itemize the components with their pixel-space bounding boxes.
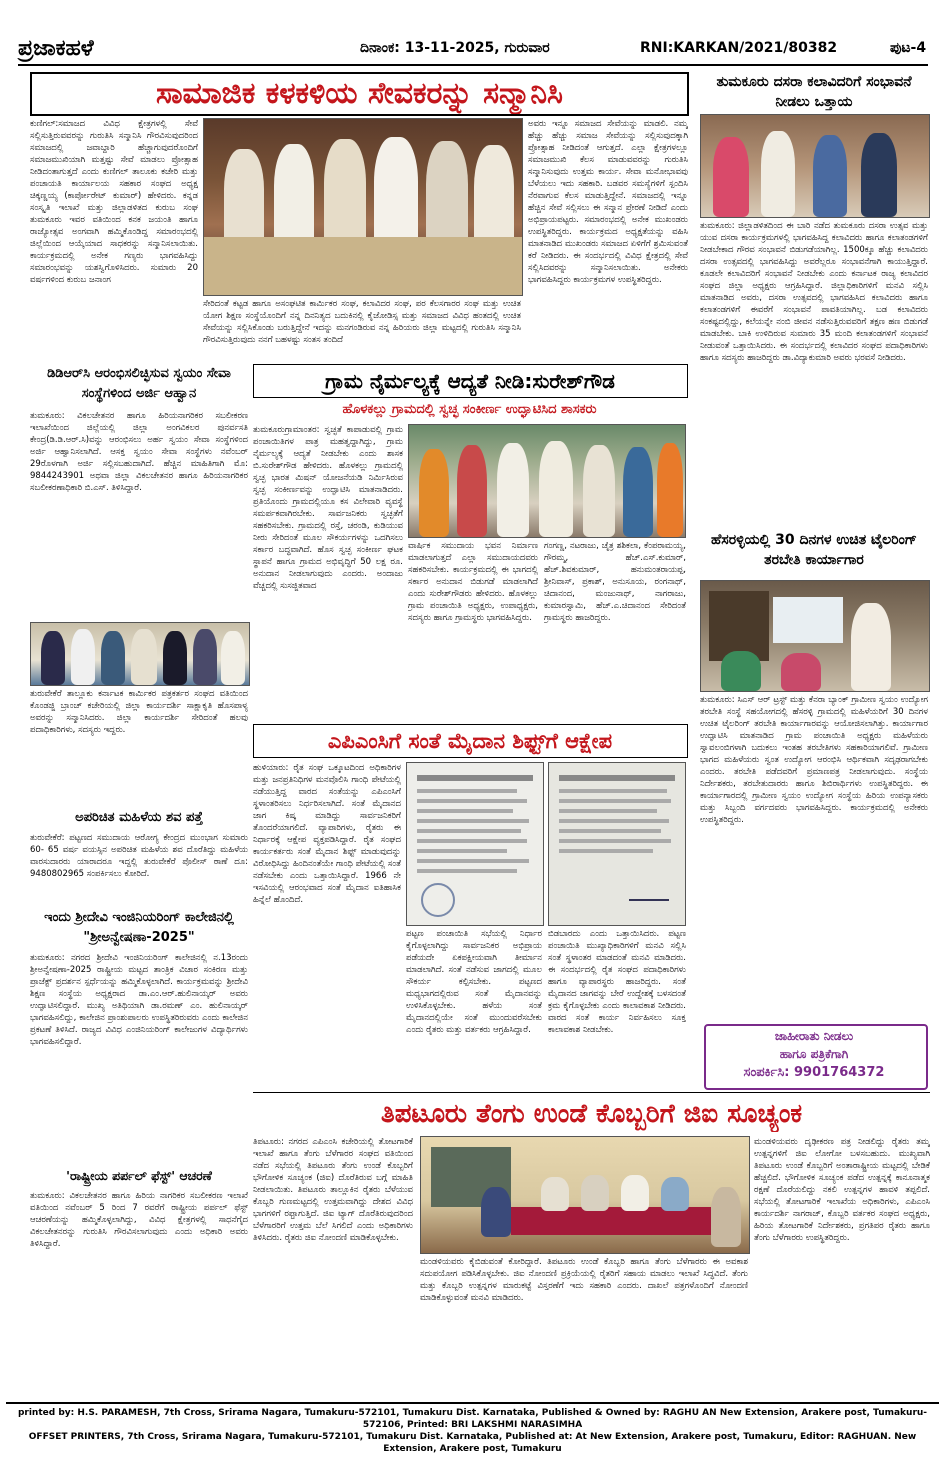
photo-figure: [131, 629, 157, 685]
story3-headline: ಡಿಡಿಆರ್‌ಸಿ ಆರಂಭಿಸಲಿಚ್ಛಿಸುವ ಸ್ವಯಂ ಸೇವಾ ಸಂಸ್ಥೆಗಳಿಂದ ಅರ್ಜಿ ಆಹ್ವಾನ: [47, 366, 231, 401]
story7-column1: ತುಮಕೂರುಗ್ರಾಮಾಂತರ: ಸ್ವಚ್ಛತೆ ಕಾಪಾಡುವಲ್ಲಿ ಗ್ರಾಮ ಪಂಚಾಯಿತಿಗಳ ಪಾತ್ರ ಮಹತ್ವದ್ದಾಗಿದ್ದು, ಗ್ರಾಮ ನೈರ್ಮಲ್ಯಕ್ಕೆ ಆದ್ಯತೆ ನೀಡಬೇಕು ಎಂದು ಶಾಸಕ ಬಿ.ಸುರೇಶ್‌ಗೌಡ ಹೇಳಿದರು. ಹೊಳಕಲ್ಲು ಗ್ರಾಮದಲ್ಲಿ ಸ್ವಚ್ಛ ಭಾರತ ಮಿಷನ್ ಯೋಜನೆಯಡಿ ನಿರ್ಮಿಸಿರುವ ಸ್ವಚ್ಛ ಸಂಕೀರ್ಣವನ್ನು ಉದ್ಘಾಟಿಸಿ ಮಾತನಾಡಿದರು. ಪ್ರತಿಯೊಂದು ಗ್ರಾಮದಲ್ಲಿಯೂ ಕಸ ವಿಲೇವಾರಿ ವ್ಯವಸ್ಥೆ ಸಮರ್ಪಕವಾಗಿರಬೇಕು. ಸಾರ್ವಜನಿಕರು ಸ್ವಚ್ಛತೆಗೆ ಸಹಕರಿಸಬೇಕು. ಗ್ರಾಮದಲ್ಲಿ ರಸ್ತೆ, ಚರಂಡಿ, ಕುಡಿಯುವ ನೀರು ಸೇರಿದಂತೆ ಮೂಲ ಸೌಕರ್ಯಗಳನ್ನು ಒದಗಿಸಲು ಸರ್ಕಾರ ಬದ್ಧವಾಗಿದೆ. ಹೊಸ ಸ್ವಚ್ಛ ಸಂಕೀರ್ಣ ಘಟಕ ಸ್ಥಾಪನೆ ಹಾಗೂ ಗ್ರಾಮದ ಅಭಿವೃದ್ಧಿಗೆ 50 ಲಕ್ಷ ರೂ. ಅನುದಾನ ನೀಡಲಾಗುವುದು ಎಂದರು. ಅಂದಾಜು ವೆಚ್ಚದಲ್ಲಿ ಸುಸಜ್ಜಿತವಾದ: [253, 425, 403, 591]
issue-date: ದಿನಾಂಕ: 13-11-2025, ಗುರುವಾರ: [360, 40, 550, 56]
photo-figure: [661, 1177, 689, 1211]
rni-number: RNI:KARKAN/2021/80382: [640, 40, 838, 56]
photo-figure: [274, 144, 314, 249]
story10-photo-caption: ಮಂಡಳಿಯವರು ಕೈಬಿಡುವಂತೆ ಕೋರಿದ್ದಾರೆ. ತಿಪಟೂರು ಉಂಡೆ ಕೊಬ್ಬರಿ ಹಾಗೂ ತೆಂಗು ಬೆಳೆಗಾರರು ಈ ಅವಕಾಶ ಸದುಪಯೋಗ ಪಡಿಸಿಕೊಳ್ಳಬೇಕು. ಜಿಐ ನೋಂದಣಿ ಪ್ರಕ್ರಿಯೆಯಲ್ಲಿ ರೈತರಿಗೆ ಸಹಾಯ ಮಾಡಲು ಇಲಾಖೆ ಸಿದ್ಧವಿದೆ. ತೆಂಗು ಮತ್ತು ಕೊಬ್ಬರಿ ಉತ್ಪನ್ನಗಳ ಮಾರುಕಟ್ಟೆ ವಿಸ್ತರಣೆಗೆ ಇದು ಸಹಕಾರಿ ಎಂದರು. ದಾಖಲೆ ಪತ್ರಗಳೊಂದಿಗೆ ನೋಂದಣಿ ಮಾಡಿಕೊಳ್ಳುವಂತೆ ಮನವಿ ಮಾಡಿದರು.: [420, 1257, 748, 1303]
story6-headline: 'ರಾಷ್ಟ್ರೀಯ ಪರ್ಪಲ್ ಫೆಸ್ಟ್' ಆಚರಣೆ: [66, 1168, 212, 1183]
story2-headline: ತುಮಕೂರು ದಸರಾ ಕಲಾವಿದರಿಗೆ ಸಂಭಾವನೆ ನೀಡಲು ಒತ್ತಾಯ: [716, 74, 912, 110]
photo-figure: [497, 443, 529, 537]
story7-column4: ಗಂಗಣ್ಣ, ನಟರಾಜು, ಚೈತ್ರ ಶಶಿಕಲಾ, ಕೆಂಪರಾಮಯ್ಯ, ಗೌರಮ್ಮ, ಹೆಚ್.ಎಸ್.ಕುಮಾರ್, ಹೆಚ್.ಶಿವಕುಮಾರ್, ಹನುಮಂತರಾಯಪ್ಪ, ಶ್ರೀನಿವಾಸ್, ಪ್ರಕಾಶ್, ಅನುಸೂಯ, ರಂಗನಾಥ್, ಚಿದಾನಂದ, ಮಂಜುನಾಥ್, ನಾಗರಾಜು, ಕುಮಾರಸ್ವಾಮಿ, ಹೆಚ್.ಎ.ಚಿದಾನಂದ ಸೇರಿದಂತೆ ಗ್ರಾಮಸ್ಥರು ಹಾಜರಿದ್ದರು.: [544, 541, 686, 623]
story4-text: ತುರುವೇಕೆರೆ: ಪಟ್ಟಣದ ಸಮುದಾಯ ಆರೋಗ್ಯ ಕೇಂದ್ರದ ಮುಂಭಾಗ ಸುಮಾರು 60- 65 ವರ್ಷ ವಯಸ್ಸಿನ ಅಪರಿಚಿತ ಮಹಿಳೆಯ ಶವ ದೊರೆತಿದ್ದು ಮಹಿಳೆಯ ವಾರಸುದಾರರು ಯಾರಾದರೂ ಇದ್ದಲ್ಲಿ ತುರುವೇಕೆರೆ ಪೊಲೀಸ್ ಠಾಣೆ ದೂ: 9480802965 ಸಂಪರ್ಕಿಸಲು ಕೋರಿದೆ.: [30, 833, 248, 879]
story2-text: ತುಮಕೂರು: ಜಿಲ್ಲಾಡಳಿತದಿಂದ ಈ ಬಾರಿ ನಡೆದ ತುಮಕೂರು ದಸರಾ ಉತ್ಸವ ಮತ್ತು ಯುವ ದಸರಾ ಕಾರ್ಯಕ್ರಮಗಳಲ್ಲಿ ಭಾಗವಹಿಸಿದ್ದ ಕಲಾವಿದರು ಹಾಗೂ ಕಲಾತಂಡಗಳಿಗೆ ನೀಡಬೇಕಾದ ಗೌರವ ಸಂಭಾವನೆ ಬಿಡುಗಡೆಯಾಗಿಲ್ಲ. 1500ಕ್ಕೂ ಹೆಚ್ಚು ಕಲಾವಿದರು ದಸರಾ ಉತ್ಸವದಲ್ಲಿ ಭಾಗವಹಿಸಿದ್ದು ಅವರೆಲ್ಲರೂ ಸಂಭಾವನೆಗಾಗಿ ಕಾಯುತ್ತಿದ್ದಾರೆ. ಕೂಡಲೇ ಕಲಾವಿದರಿಗೆ ಸಂಭಾವನೆ ನೀಡಬೇಕು ಎಂದು ಕರ್ನಾಟಕ ರಾಜ್ಯ ಕಲಾವಿದರ ಸಂಘದ ಜಿಲ್ಲಾ ಅಧ್ಯಕ್ಷರು ಆಗ್ರಹಿಸಿದ್ದಾರೆ. ಜಿಲ್ಲಾಧಿಕಾರಿಗಳಿಗೆ ಮನವಿ ಸಲ್ಲಿಸಿ ಮಾತನಾಡಿದ ಅವರು, ದಸರಾ ಉತ್ಸವದಲ್ಲಿ ಭಾಗವಹಿಸಿದ ಕಲಾವಿದರು ಹಾಗೂ ಕಲಾತಂಡಗಳಿಗೆ ಈವರೆಗೆ ಸಂಭಾವನೆ ಪಾವತಿಯಾಗಿಲ್ಲ. ಬಡ ಕಲಾವಿದರು ಸಂಕಷ್ಟದಲ್ಲಿದ್ದು, ಕಲೆಯನ್ನೇ ನಂಬಿ ಜೀವನ ನಡೆಸುತ್ತಿರುವವರಿಗೆ ತಕ್ಷಣ ಹಣ ಬಿಡುಗಡೆ ಮಾಡಬೇಕು. ಬಾಕಿ ಉಳಿದಿರುವ ಸುಮಾರು 35 ಮಂದಿ ಕಲಾತಂಡಗಳಿಗೆ ಸಂಭಾವನೆ ನೀಡುವಂತೆ ಒತ್ತಾಯಿಸಿದರು. ಈ ಸಂದರ್ಭದಲ್ಲಿ ಕಲಾವಿದರ ಸಂಘದ ಪದಾಧಿಕಾರಿಗಳು ಹಾಗೂ ಸದಸ್ಯರು ಹಾಜರಿದ್ದರು ಡಾ.ವಿದ್ಯಾಕುಮಾರಿ ಅವರು ಭರವಸೆ ನೀಡಿದರು.: [700, 221, 928, 363]
story8-photo: [700, 580, 930, 692]
story1-photo: [203, 118, 523, 296]
doc-line: [559, 849, 653, 853]
doc-line: [559, 829, 661, 833]
photo-figure: [761, 131, 795, 217]
ad-contact: ಸಂಪರ್ಕಿಸಿ: 9901764372: [743, 1065, 885, 1080]
story10-column4: ಮಂಡಳಿಯವರು ದೃಢೀಕರಣ ಪತ್ರ ನೀಡಲಿದ್ದು ರೈತರು ತಮ್ಮ ಉತ್ಪನ್ನಗಳಿಗೆ ಜಿಐ ಲೋಗೋ ಬಳಸಬಹುದು. ಮುಖ್ಯವಾಗಿ ತಿಪಟೂರು ಉಂಡೆ ಕೊಬ್ಬರಿಗೆ ಅಂತಾರಾಷ್ಟ್ರೀಯ ಮಟ್ಟದಲ್ಲಿ ಬೇಡಿಕೆ ಹೆಚ್ಚಲಿದೆ. ಭೌಗೋಳಿಕ ಸೂಚ್ಯಂಕ ಪಡೆದ ಉತ್ಪನ್ನಕ್ಕೆ ಕಾನೂನಾತ್ಮಕ ರಕ್ಷಣೆ ದೊರೆಯಲಿದ್ದು ನಕಲಿ ಉತ್ಪನ್ನಗಳ ಹಾವಳಿ ತಪ್ಪಲಿದೆ. ಸಭೆಯಲ್ಲಿ ತೋಟಗಾರಿಕೆ ಇಲಾಖೆಯ ಅಧಿಕಾರಿಗಳು, ಎಪಿಎಂಸಿ ಕಾರ್ಯದರ್ಶಿ ನಾಗರಾಜ್, ಕೊಬ್ಬರಿ ವರ್ತಕರ ಸಂಘದ ಅಧ್ಯಕ್ಷರು, ಹಿರಿಯ ತೋಟಗಾರಿಕೆ ನಿರ್ದೇಶಕರು, ಪ್ರಗತಿಪರ ರೈತರು ಹಾಗೂ ತೆಂಗು ಬೆಳೆಗಾರರು ಉಪಸ್ಥಿತರಿದ್ದರು.: [754, 1137, 930, 1243]
photo-figure: [163, 631, 187, 685]
photo-figure: [541, 1177, 569, 1211]
doc-signature: [629, 887, 669, 901]
doc-line: [417, 789, 517, 793]
photo-figure: [581, 1175, 609, 1211]
doc-line: [559, 775, 675, 781]
imprint-footer: [6, 1402, 939, 1455]
photo-figure: [713, 137, 749, 217]
story9-column3: ಬಿಡಬಾರದು ಎಂದು ಒತ್ತಾಯಿಸಿದರು. ಪಟ್ಟಣ ಪಂಚಾಯಿತಿ ಮುಖ್ಯಾಧಿಕಾರಿಗಳಿಗೆ ಮನವಿ ಸಲ್ಲಿಸಿ ಸಂತೆ ಸ್ಥಳಾಂತರ ಮಾಡದಂತೆ ಮನವಿ ಮಾಡಿದರು. ಈ ಸಂದರ್ಭದಲ್ಲಿ ರೈತ ಸಂಘದ ಪದಾಧಿಕಾರಿಗಳು ಹಾಗೂ ವ್ಯಾಪಾರಸ್ಥರು ಹಾಜರಿದ್ದರು. ಸಂತೆ ಮೈದಾನದ ಜಾಗವನ್ನು ಬೇರೆ ಉದ್ದೇಶಕ್ಕೆ ಬಳಸದಂತೆ ಕ್ರಮ ಕೈಗೊಳ್ಳಬೇಕು ಎಂದು ಕಾಲಾವಕಾಶ ನೀಡಿದರು. ವಾರದ ಸಂತೆ ಕಾರ್ಯ ನಿರ್ವಹಿಸಲು ಸೂಕ್ತ ಕಾಲಾವಕಾಶ ನೀಡಬೇಕು.: [548, 929, 686, 1035]
photo-banner: [773, 597, 843, 643]
doc-line: [559, 819, 669, 823]
ad-line1: ಜಾಹೀರಾತು ನೀಡಲು: [774, 1029, 854, 1043]
story8-headline: ಹೆಸರಳ್ಳಿಯಲ್ಲಿ 30 ದಿನಗಳ ಉಚಿತ ಟೈಲರಿಂಗ್ ತರಬೇತಿ ಕಾರ್ಯಾಗಾರ: [711, 532, 917, 568]
header-rule: [18, 64, 928, 66]
photo-figure: [224, 149, 264, 249]
doc-line: [417, 839, 527, 843]
doc-line: [417, 829, 521, 833]
photo-figure: [419, 449, 449, 537]
photo-table: [511, 1207, 711, 1235]
story7-photo-caption: ವಾರ್ಷಿಕ ಸಮುದಾಯ ಭವನ ನಿರ್ಮಾಣ ಮಾಡಲಾಗುತ್ತದೆ ಎಲ್ಲಾ ಸಮುದಾಯದವರು ಸಹಕರಿಸಬೇಕು. ಕಾರ್ಯಕ್ರಮದಲ್ಲಿ ಈ ಭಾಗದಲ್ಲಿ ಸರ್ಕಾರ ಅನುದಾನ ಬಿಡುಗಡೆ ಮಾಡಲಾಗಿದೆ ಎಂದು ಸುರೇಶ್‌ಗೌಡರು ಹೇಳಿದರು. ಹೊಳಕಲ್ಲು ಗ್ರಾಮ ಪಂಚಾಯಿತಿ ಅಧ್ಯಕ್ಷರು, ಉಪಾಧ್ಯಕ್ಷರು, ಸದಸ್ಯರು ಹಾಗೂ ಗ್ರಾಮಸ್ಥರು ಭಾಗವಹಿಸಿದ್ದರು.: [408, 541, 538, 623]
photo-figure: [813, 135, 847, 217]
imprint-line1: printed by: H.S. PARAMESH, 7th Cross, Srirama Nagara, Tumakuru-572101, Tumakuru Dist. Karnataka, Published & Owned by: RAGHU AN New Extension, Arakere post, Tumakuru-572106, Printed: BRI LAKSHMI NARASIMHA: [17, 1408, 928, 1430]
doc-line: [559, 839, 671, 843]
story5-headline: ಇಂದು ಶ್ರೀದೇವಿ ಇಂಜಿನಿಯರಿಂಗ್ ಕಾಲೇಜಿನಲ್ಲಿ "ಶ್ರೀಅನ್ವೇಷಣಾ-2025": [44, 910, 234, 945]
photo-front-row: [204, 237, 522, 295]
photo-figure: [711, 1187, 741, 1247]
story5-text: ತುಮಕೂರು: ನಗರದ ಶ್ರೀದೇವಿ ಇಂಜಿನಿಯರಿಂಗ್ ಕಾಲೇಜಿನಲ್ಲಿ ನ.13ರಂದು ಶ್ರೀಅನ್ವೇಷಣಾ-2025 ರಾಷ್ಟ್ರೀಯ ಮಟ್ಟದ ತಾಂತ್ರಿಕ ವಿಚಾರ ಸಂಕಿರಣ ಮತ್ತು ಪ್ರಾಜೆಕ್ಟ್ ಪ್ರದರ್ಶನ ಸ್ಪರ್ಧೆಯನ್ನು ಹಮ್ಮಿಕೊಳ್ಳಲಾಗಿದೆ. ಕಾರ್ಯಕ್ರಮವನ್ನು ಶ್ರೀದೇವಿ ಶಿಕ್ಷಣ ಸಂಸ್ಥೆಯ ಅಧ್ಯಕ್ಷರಾದ ಡಾ.ಎಂ.ಆರ್.ಹುಲಿನಾಯ್ಕರ್ ಅವರು ಉದ್ಘಾಟಿಸಲಿದ್ದಾರೆ. ಮುಖ್ಯ ಅತಿಥಿಯಾಗಿ ಡಾ.ರಮಣ್ ಎಂ. ಹುಲಿನಾಯ್ಕರ್ ಭಾಗವಹಿಸಲಿದ್ದು, ಕಾಲೇಜಿನ ಪ್ರಾಂಶುಪಾಲರು ಉಪಸ್ಥಿತರಿರುವರು ಎಂದು ಕಾಲೇಜಿನ ಪ್ರಕಟಣೆ ತಿಳಿಸಿದೆ. ರಾಜ್ಯದ ವಿವಿಧ ಎಂಜಿನಿಯರಿಂಗ್ ಕಾಲೇಜುಗಳ ವಿದ್ಯಾರ್ಥಿಗಳು ಭಾಗವಹಿಸಲಿದ್ದಾರೆ.: [30, 953, 248, 1047]
story1-headline: ಸಾಮಾಜಿಕ ಕಳಕಳಿಯ ಸೇವಕರನ್ನು ಸನ್ಮಾನಿಸಿ: [30, 72, 689, 116]
photo-figure: [101, 631, 125, 685]
story1-photo-caption: ಸೇರಿದಂತೆ ಕಟ್ಟಡ ಹಾಗೂ ಅಸಂಘಟಿತ ಕಾರ್ಮಿಕರ ಸಂಘ, ಕಲಾವಿದರ ಸಂಘ, ಪರ ಕೆಲಸಗಾರರ ಸಂಘ ಮತ್ತು ಉಚಿತ ಯೋಗ ಶಿಕ್ಷಣ ಸಂಸ್ಥೆಯೊಂದಿಗೆ ನನ್ನ ದಿನನಿತ್ಯದ ಬದುಕಿನಲ್ಲಿ ಕೈಜೋಡಿಸ್ಸ ಮತ್ತು ಸಮಾಜದ ವಿವಿಧ ಹಂತದಲ್ಲಿ ಉಚಿತ ಸೇವೆಯನ್ನು ಸಲ್ಲಿಸಿಕೊಂಡು ಬರುತ್ತಿದ್ದೇನೆ ಇದನ್ನು ಮನಗಂಡಿರುವ ನನ್ನ ಹಿರಿಯರು ಜಿಲ್ಲಾ ಮಟ್ಟದಲ್ಲಿ ಗುರುತಿಸಿ ಸನ್ಮಾನಿಸಿ ಗೌರವಿಸುತ್ತಿರುವುದು ನನಗೆ ಬಹಳಷ್ಟು ಸಂತಸ ತಂದಿದೆ: [203, 299, 521, 345]
page-number: ಪುಟ-4: [890, 40, 927, 56]
photo-figure: [721, 651, 761, 691]
doc-stamp: [421, 883, 455, 917]
doc-line: [559, 799, 671, 803]
doc-line: [417, 775, 533, 781]
ad-line2: ಹಾಗೂ ಪತ್ರಿಕೆಗಾಗಿ: [779, 1047, 849, 1061]
imprint-line2: OFFSET PRINTERS, 7th Cross, Srirama Nagara, Tumakuru-572101, Tumakuru Dist. Karnataka, Published at: At New Extension, Arakere post, Tumakuru, Editor: RAGHUAN. New Extension, Arakere post, Tumakuru: [28, 1432, 917, 1454]
photo-figure: [481, 1187, 511, 1237]
story9-column2: ಪಟ್ಟಣ ಪಂಚಾಯಿತಿ ಸಭೆಯಲ್ಲಿ ನಿರ್ಧಾರ ಕೈಗೊಳ್ಳಲಾಗಿದ್ದು ಸಾರ್ವಜನಿಕರ ಅಭಿಪ್ರಾಯ ಪಡೆಯದೇ ಏಕಪಕ್ಷೀಯವಾಗಿ ತೀರ್ಮಾನ ಮಾಡಲಾಗಿದೆ. ಸಂತೆ ನಡೆಸುವ ಜಾಗದಲ್ಲಿ ಮೂಲ ಸೌಕರ್ಯ ಕಲ್ಪಿಸಬೇಕು. ಪಟ್ಟಣದ ಮಧ್ಯಭಾಗದಲ್ಲಿರುವ ಸಂತೆ ಮೈದಾನವನ್ನು ಉಳಿಸಿಕೊಳ್ಳಬೇಕು. ಹಳೆಯ ಸಂತೆ ಮೈದಾನದಲ್ಲಿಯೇ ಸಂತೆ ಮುಂದುವರೆಸಬೇಕು ಎಂದು ರೈತರು ಮತ್ತು ವರ್ತಕರು ಆಗ್ರಹಿಸಿದ್ದಾರೆ.: [406, 929, 542, 1035]
photo-figure: [583, 445, 615, 537]
photo-figure: [621, 1175, 649, 1211]
story9-document-scan-2: [548, 762, 686, 926]
story3-text: ತುಮಕೂರು: ವಿಕಲಚೇತನರ ಹಾಗೂ ಹಿರಿಯನಾಗರಿಕರ ಸಬಲೀಕರಣ ಇಲಾಖೆಯಿಂದ ಜಿಲ್ಲೆಯಲ್ಲಿ ಜಿಲ್ಲಾ ಅಂಗವಿಕಲರ ಪುನರ್ವಸತಿ ಕೇಂದ್ರ(ಡಿ.ಡಿ.ಆರ್.ಸಿ)ವನ್ನು ಆರಂಭಿಸಲು ಅರ್ಹ ಸ್ವಯಂ ಸೇವಾ ಸಂಸ್ಥೆಗಳಿಂದ ಅರ್ಜಿ ಆಹ್ವಾನಿಸಲಾಗಿದೆ. ಆಸಕ್ತ ಸ್ವಯಂ ಸೇವಾ ಸಂಸ್ಥೆಗಳು ನವೆಂಬರ್ 29ರೊಳಗಾಗಿ ಅರ್ಜಿ ಸಲ್ಲಿಸಬಹುದಾಗಿದೆ. ಹೆಚ್ಚಿನ ಮಾಹಿತಿಗಾಗಿ ಮೊ: 9844243901 ಅಥವಾ ಜಿಲ್ಲಾ ವಿಕಲಚೇತನರ ಹಾಗೂ ಹಿರಿಯನಾಗರಿಕರ ಸಬಲೀಕರಣಾಧಿಕಾರಿ ಬಿ.ಎಸ್. ತಿಳಿಸಿದ್ದಾರೆ.: [30, 411, 248, 493]
story8-text: ತುಮಕೂರು: ಸಿಎಸ್ ಆರ್ ಟ್ರಸ್ಟ್ ಮತ್ತು ಕೆನರಾ ಬ್ಯಾಂಕ್ ಗ್ರಾಮೀಣ ಸ್ವಯಂ ಉದ್ಯೋಗ ತರಬೇತಿ ಸಂಸ್ಥೆ ಸಹಯೋಗದಲ್ಲಿ ಹೆಸರಳ್ಳಿ ಗ್ರಾಮದಲ್ಲಿ ಮಹಿಳೆಯರಿಗೆ 30 ದಿನಗಳ ಉಚಿತ ಟೈಲರಿಂಗ್ ತರಬೇತಿ ಕಾರ್ಯಾಗಾರವನ್ನು ಆಯೋಜಿಸಲಾಗಿತ್ತು. ಕಾರ್ಯಾಗಾರ ಉದ್ಘಾಟಿಸಿ ಮಾತನಾಡಿದ ಗ್ರಾಮ ಪಂಚಾಯಿತಿ ಅಧ್ಯಕ್ಷರು ಮಹಿಳೆಯರು ಸ್ವಾವಲಂಬಿಗಳಾಗಿ ಬದುಕಲು ಇಂತಹ ತರಬೇತಿಗಳು ಸಹಕಾರಿಯಾಗಲಿವೆ. ಗ್ರಾಮೀಣ ಭಾಗದ ಮಹಿಳೆಯರು ಸ್ವಂತ ಉದ್ಯೋಗ ಆರಂಭಿಸಿ ಆರ್ಥಿಕವಾಗಿ ಸದೃಢರಾಗಬೇಕು ಎಂದರು. ತರಬೇತಿ ಪಡೆದವರಿಗೆ ಪ್ರಮಾಣಪತ್ರ ನೀಡಲಾಗುವುದು. ಸಂಸ್ಥೆಯ ನಿರ್ದೇಶಕರು, ತರಬೇತುದಾರರು ಹಾಗೂ ಶಿಬಿರಾರ್ಥಿಗಳು ಉಪಸ್ಥಿತರಿದ್ದರು. ಈ ಕಾರ್ಯಾಗಾರದಲ್ಲಿ ಗ್ರಾಮೀಣ ಸ್ವಯಂ ಉದ್ಯೋಗ ಸಂಸ್ಥೆಯ ಹಿರಿಯ ಉಪನ್ಯಾಸಕರು ಮತ್ತು ಸಿಬ್ಬಂದಿ ವರ್ಗದವರು ಭಾಗವಹಿಸಿದ್ದರು. ಕಾರ್ಯಕ್ರಮದಲ್ಲಿ ಅನೇಕರು ಉಪಸ್ಥಿತರಿದ್ದರು.: [700, 695, 928, 825]
story3-caption: ತುರುವೇಕೆರೆ ತಾಲ್ಲೂಕು ಕರ್ನಾಟಕ ಕಾರ್ಮಿಕರ ಪತ್ರಕರ್ತರ ಸಂಘದ ವತಿಯಿಂದ ಕೊಂಡಜ್ಜಿ ಬ್ರಾಂಚ್ ಕಚೇರಿಯಲ್ಲಿ ಜಿಲ್ಲಾ ಕಾರ್ಯದರ್ಶಿ ಸಾಕ್ಷಾಕೃತಿ ಹೊಸಪಾಳ್ಯ ಅವರನ್ನು ಸನ್ಮಾನಿಸಿದರು. ಜಿಲ್ಲಾ ಕಾರ್ಯದರ್ಶಿ ಸೇರಿದಂತೆ ಹಲವು ಪದಾಧಿಕಾರಿಗಳು, ಸದಸ್ಯರು ಇದ್ದರು.: [30, 689, 248, 735]
photo-figure: [71, 629, 95, 685]
photo-figure: [193, 629, 217, 685]
photo-figure: [221, 631, 245, 685]
photo-figure: [861, 133, 897, 217]
photo-figure: [657, 443, 683, 537]
photo-figure: [623, 447, 653, 537]
story10-headline: ತಿಪಟೂರು ತೆಂಗು ಉಂಡೆ ಕೊಬ್ಬರಿಗೆ ಜಿಐ ಸೂಚ್ಯಂಕ: [380, 1099, 803, 1129]
photo-figure: [426, 141, 468, 249]
doc-line: [417, 819, 529, 823]
doc-line: [417, 849, 507, 853]
story1-column4: ಅವರು ಇನ್ನೂ ಸಮಾಜದ ಸೇವೆಯನ್ನು ಮಾಡಲಿ. ನಮ್ಮ ಹೆಚ್ಚು ಹೆಚ್ಚು ಸಮಾಜ ಸೇವೆಯನ್ನು ಸಲ್ಲಿಸುವುದಕ್ಕಾಗಿ ಪ್ರೋತ್ಸಾಹ ನೀಡಿದಂತೆ ಆಗುತ್ತದೆ. ಎಲ್ಲಾ ಕ್ಷೇತ್ರಗಳಲ್ಲೂ ಸಮಾಜಮುಖಿ ಕೆಲಸ ಮಾಡುವವರನ್ನು ಗುರುತಿಸಿ ಸನ್ಮಾನಿಸುವುದು ಉತ್ತಮ ಕಾರ್ಯ. ಸೇವಾ ಮನೋಭಾವವು ಬೆಳೆಯಲು ಇದು ಸಹಕಾರಿ. ಬಡವರ ಸಮಸ್ಯೆಗಳಿಗೆ ಸ್ಪಂದಿಸಿ ನೆರವಾಗುವ ಕೆಲಸ ಮಾಡುತ್ತಿದ್ದೇನೆ. ಸಮಾಜದಲ್ಲಿ ಇನ್ನೂ ಹೆಚ್ಚಿನ ಸೇವೆ ಸಲ್ಲಿಸಲು ಈ ಸನ್ಮಾನ ಪ್ರೇರಣೆ ನೀಡಿದೆ ಎಂದು ಅಭಿಪ್ರಾಯಪಟ್ಟರು. ಸಮಾರಂಭದಲ್ಲಿ ಅನೇಕ ಮುಖಂಡರು ಉಪಸ್ಥಿತರಿದ್ದರು. ಕಾರ್ಯಕ್ರಮದ ಅಧ್ಯಕ್ಷತೆಯನ್ನು ವಹಿಸಿ ಮಾತನಾಡಿದ ಮುಖಂಡರು ಸಮಾಜದ ಏಳಿಗೆಗೆ ಶ್ರಮಿಸುವಂತೆ ಕರೆ ನೀಡಿದರು. ಈ ಸಂದರ್ಭದಲ್ಲಿ ವಿವಿಧ ಕ್ಷೇತ್ರದಲ್ಲಿ ಸೇವೆ ಸಲ್ಲಿಸಿದವರನ್ನು ಸನ್ಮಾನಿಸಲಾಯಿತು. ಅನೇಕರು ಭಾಗವಹಿಸಿದ್ದರು ಕಾರ್ಯಕ್ರಮಗಳ ಉಪಸ್ಥಿತರಿದ್ದರು.: [528, 119, 688, 285]
doc-line: [417, 799, 527, 803]
story1-column1: ಕುಣಿಗಲ್:ಸಮಾಜದ ವಿವಿಧ ಕ್ಷೇತ್ರಗಳಲ್ಲಿ ಸೇವೆ ಸಲ್ಲಿಸುತ್ತಿರುವವರನ್ನು ಗುರುತಿಸಿ ಸನ್ಮಾನಿಸಿ ಗೌರವಿಸುವುದರಿಂದ ಸಮಾಜದಲ್ಲಿ ಜವಾಬ್ದಾರಿ ಹೆಚ್ಚಾಗುವುದರೊಂದಿಗೆ ಸಮಾಜಮುಖಿಯಾಗಿ ಮತ್ತಷ್ಟು ಸೇವೆ ಮಾಡಲು ಪ್ರೋತ್ಸಾಹ ನೀಡಿದಂತಾಗುತ್ತದೆ ಎಂದು ಕುಣಿಗಲ್ ತಾಲೂಕು ಕಚೇರಿ ಮತ್ತು ಪಂಚಾಯತಿ ಕಾರ್ಯಾಲಯ ಸಹಕಾರ ಸಂಘದ ಅಧ್ಯಕ್ಷ ಚಿಕ್ಕಣ್ಣಯ್ಯ (ಕಾರ್ಪೋರೇಟ್ ಕುಮಾರ್) ಹೇಳಿದರು. ಕನ್ನಡ ಸಂಸ್ಕೃತಿ ಇಲಾಖೆ ಮತ್ತು ಜಿಲ್ಲಾಡಳಿತದ ಕುರುಬ ಸಂಘ ತುಮಕೂರು ಇವರ ವತಿಯಿಂದ ಕನಕ ಜಯಂತಿ ಹಾಗೂ ರಾಜ್ಯೋತ್ಸವ ಅಂಗವಾಗಿ ಹಮ್ಮಿಕೊಂಡಿದ್ದ ಸಮಾರಂಭದಲ್ಲಿ ಜಿಲ್ಲೆಯಿಂದ ಆಯ್ಕೆಯಾದ ಸಾಧಕರನ್ನು ಸನ್ಮಾನಿಸಲಾಯಿತು. ಕಾರ್ಯಕ್ರಮದಲ್ಲಿ ಅನೇಕ ಗಣ್ಯರು ಭಾಗವಹಿಸಿದ್ದು ಸಮಾರಂಭವನ್ನು ಯಶಸ್ವಿಗೊಳಿಸಿದರು. ಸುಮಾರು 20 ವರ್ಷಗಳಿಂದ ಕುರುಬ ಜನಾಂಗ: [30, 119, 198, 285]
doc-line: [417, 859, 529, 863]
photo-figure: [374, 137, 418, 249]
story9-document-scan: [406, 762, 544, 926]
photo-figure: [457, 445, 487, 537]
doc-line: [559, 789, 667, 793]
story2-photo: [700, 114, 930, 218]
photo-figure: [41, 631, 65, 685]
photo-figure: [474, 145, 514, 249]
story7-headline: ಗ್ರಾಮ ನೈರ್ಮಲ್ಯಕ್ಕೆ ಆದ್ಯತೆ ನೀಡಿ:ಸುರೇಶ್‌ಗೌಡ: [325, 369, 615, 393]
photo-figure: [539, 441, 573, 537]
story9-headline: ಎಪಿಎಂಸಿಗೆ ಸಂತೆ ಮೈದಾನ ಶಿಫ್ಟ್‌ಗೆ ಆಕ್ಷೇಪ: [327, 729, 613, 753]
story7-photo: [408, 424, 686, 538]
masthead: ಪ್ರಜಾಕಹಳೆ: [18, 36, 94, 61]
story10-top-rule: [253, 1092, 930, 1093]
story3-photo: [30, 622, 250, 686]
story10-column1: ತಿಪಟೂರು: ನಗರದ ಎಪಿಎಂಸಿ ಕಚೇರಿಯಲ್ಲಿ ತೋಟಗಾರಿಕೆ ಇಲಾಖೆ ಹಾಗೂ ತೆಂಗು ಬೆಳೆಗಾರರ ಸಂಘದ ವತಿಯಿಂದ ನಡೆದ ಸಭೆಯಲ್ಲಿ ತಿಪಟೂರು ತೆಂಗು ಉಂಡೆ ಕೊಬ್ಬರಿಗೆ ಭೌಗೋಳಿಕ ಸೂಚ್ಯಂಕ (ಜಿಐ) ದೊರೆತಿರುವ ಬಗ್ಗೆ ಮಾಹಿತಿ ನೀಡಲಾಯಿತು. ತಿಪಟೂರು ತಾಲ್ಲೂಕಿನ ರೈತರು ಬೆಳೆಯುವ ಕೊಬ್ಬರಿ ಗುಣಮಟ್ಟದಲ್ಲಿ ಉತ್ತಮವಾಗಿದ್ದು ದೇಶದ ವಿವಿಧ ಭಾಗಗಳಿಗೆ ರಫ್ತಾಗುತ್ತಿದೆ. ಜಿಐ ಟ್ಯಾಗ್ ದೊರೆತಿರುವುದರಿಂದ ಬೆಳೆಗಾರರಿಗೆ ಉತ್ತಮ ಬೆಲೆ ಸಿಗಲಿದೆ ಎಂದು ಅಧಿಕಾರಿಗಳು ತಿಳಿಸಿದರು. ರೈತರು ಜಿಐ ನೋಂದಣಿ ಮಾಡಿಕೊಳ್ಳಬೇಕು.: [253, 1137, 413, 1243]
doc-line: [417, 869, 517, 873]
story9-column1: ಹುಳಿಯಾರು: ರೈತ ಸಂಘ ಒಕ್ಕೂಟದಿಂದ ಅಧಿಕಾರಿಗಳ ಮತ್ತು ಜನಪ್ರತಿನಿಧಿಗಳ ಮನವೊಲಿಸಿ ಗಾಂಧಿ ಪೇಟೆಯಲ್ಲಿ ನಡೆಯುತ್ತಿದ್ದ ವಾರದ ಸಂತೆಯನ್ನು ಎಪಿಎಂಸಿಗೆ ಸ್ಥಳಾಂತರಿಸಲು ನಿರ್ಧರಿಸಲಾಗಿದೆ. ಸಂತೆ ಮೈದಾನದ ಜಾಗ ಕಿಷ್ಕ ಮಾಡಿದ್ದು ಸಾರ್ವಜನಿಕರಿಗೆ ತೊಂದರೆಯಾಗಲಿದೆ. ವ್ಯಾಪಾರಿಗಳು, ರೈತರು ಈ ನಿರ್ಧಾರಕ್ಕೆ ಆಕ್ಷೇಪ ವ್ಯಕ್ತಪಡಿಸಿದ್ದಾರೆ. ರೈತ ಸಂಘದ ಕಾರ್ಯಕರ್ತರು ಸಂತೆ ಮೈದಾನ ಶಿಫ್ಟ್ ಮಾಡುವುದನ್ನು ವಿರೋಧಿಸಿದ್ದು ಹಿಂದಿನಂತೆಯೇ ಗಾಂಧಿ ಪೇಟೆಯಲ್ಲಿ ಸಂತೆ ನಡೆಸಬೇಕು ಎಂದು ಒತ್ತಾಯಿಸಿದ್ದಾರೆ. 1966 ನೇ ಇಸವಿಯಲ್ಲಿ ಆರಂಭವಾದ ಸಂತೆ ಮೈದಾನ ಐತಿಹಾಸಿಕ ಹಿನ್ನೆಲೆ ಹೊಂದಿದೆ.: [253, 763, 401, 905]
photo-figure: [781, 653, 821, 691]
doc-line: [417, 809, 513, 813]
story10-photo: [420, 1136, 750, 1254]
story6-text: ತುಮಕೂರು: ವಿಕಲಚೇತನರ ಹಾಗೂ ಹಿರಿಯ ನಾಗರಿಕರ ಸಬಲೀಕರಣ ಇಲಾಖೆ ವತಿಯಿಂದ ನವೆಂಬರ್ 5 ರಿಂದ 7 ರವರೆಗೆ ರಾಷ್ಟ್ರೀಯ ಪರ್ಪಲ್ ಫೆಸ್ಟ್ ಆಚರಣೆಯನ್ನು ಹಮ್ಮಿಕೊಳ್ಳಲಾಗಿದ್ದು, ವಿವಿಧ ಕ್ಷೇತ್ರಗಳಲ್ಲಿ ಸಾಧನೆಗೈದ ವಿಕಲಚೇತನರನ್ನು ಗುರುತಿಸಿ ಗೌರವಿಸಲಾಗುವುದು ಎಂದು ಅಧಿಕಾರಿ ಅವರು ತಿಳಿಸಿದ್ದಾರೆ.: [30, 1191, 248, 1249]
photo-figure: [324, 139, 366, 249]
photo-figure: [851, 603, 891, 691]
story4-headline: ಅಪರಿಚಿತ ಮಹಿಳೆಯ ಶವ ಪತ್ತೆ: [75, 810, 203, 825]
story7-subhead: ಹೊಳಕಲ್ಲು ಗ್ರಾಮದಲ್ಲಿ ಸ್ವಚ್ಛ ಸಂಕೀರ್ಣ ಉದ್ಘಾಟಿಸಿದ ಶಾಸಕರು: [342, 402, 597, 417]
doc-line: [559, 809, 657, 813]
